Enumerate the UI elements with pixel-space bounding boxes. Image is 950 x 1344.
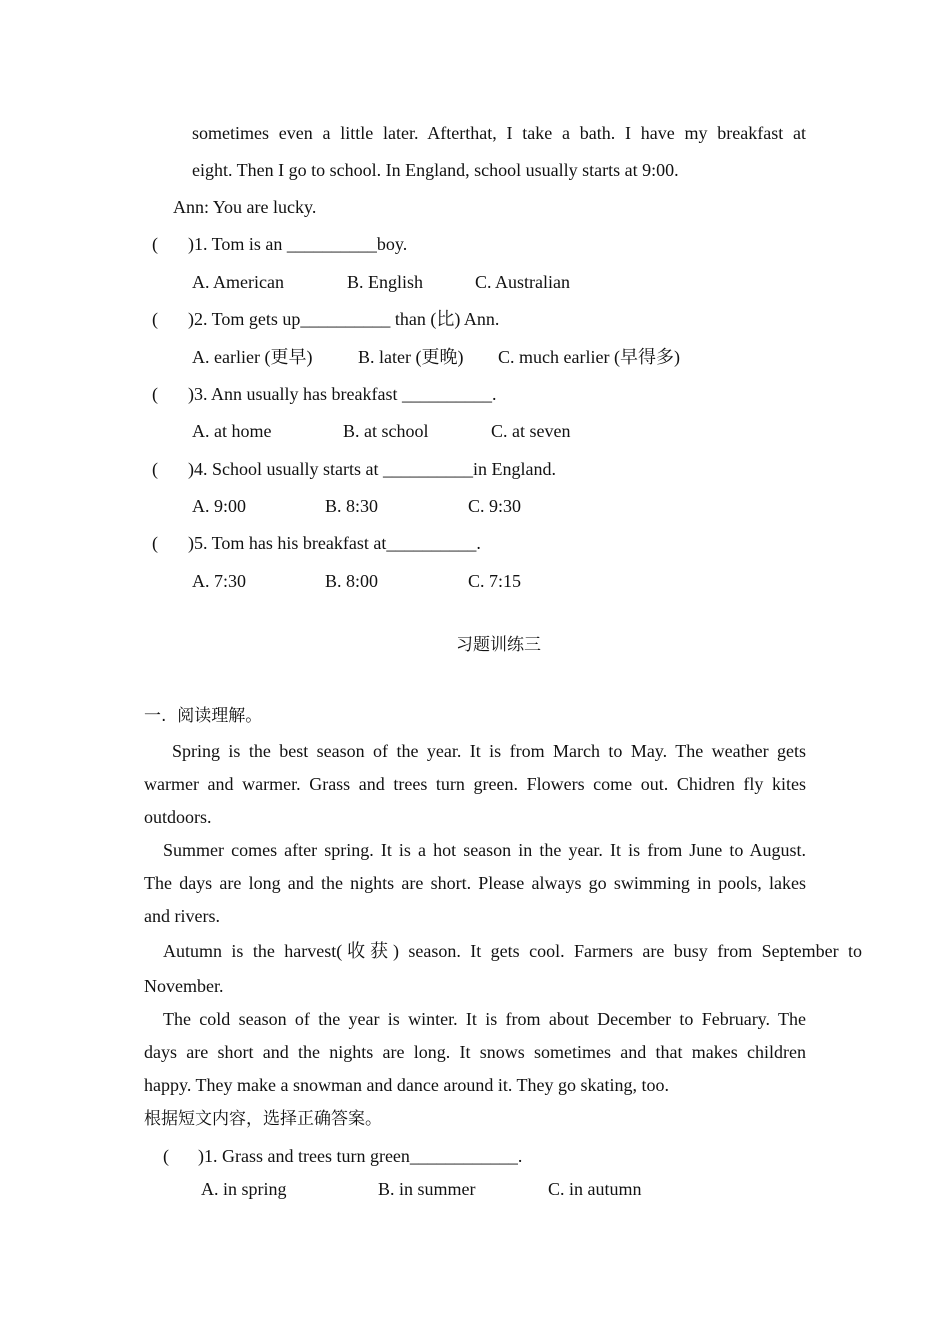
question-stem: )4. School usually starts at __________in England.	[188, 459, 556, 479]
question-stem: )5. Tom has his breakfast at__________.	[188, 533, 481, 553]
passage-line: happy. They make a snowman and dance around it. They go skating, too.	[144, 1075, 670, 1095]
option-b: B. at school	[343, 421, 429, 441]
passage-line: November.	[144, 976, 224, 996]
passage-line: Autumn is the harvest(收获) season. It gets cool. Farmers are busy from September to	[163, 941, 862, 961]
option-b: B. English	[347, 272, 424, 292]
question-stem: )1. Grass and trees turn green____________.	[198, 1146, 523, 1166]
answer-bracket: (	[152, 459, 158, 479]
answer-bracket: (	[163, 1146, 169, 1166]
passage-line: and rivers.	[144, 906, 220, 926]
option-a: A. 7:30	[192, 571, 246, 591]
option-b: B. in summer	[378, 1179, 476, 1199]
option-b: B. 8:30	[325, 496, 379, 516]
passage-line: Spring is the best season of the year. It is from March to May. The weather gets	[172, 741, 806, 761]
option-c: C. at seven	[491, 421, 571, 441]
answer-bracket: (	[152, 384, 158, 404]
option-b: B. later (更晚)	[358, 347, 464, 367]
passage-line: eight. Then I go to school. In England, school usually starts at 9:00.	[192, 160, 679, 180]
option-a: A. in spring	[201, 1179, 287, 1199]
question-stem: )1. Tom is an __________boy.	[188, 234, 408, 254]
option-a: A. 9:00	[192, 496, 246, 516]
instruction: 根据短文内容，选择正确答案。	[144, 1109, 382, 1129]
part-heading: 一. 阅读理解。	[144, 706, 263, 726]
answer-bracket: (	[152, 234, 158, 254]
passage-line: The cold season of the year is winter. It is from about December to February. The	[163, 1009, 806, 1029]
option-a: A. earlier (更早)	[192, 347, 313, 367]
section-title: 习题训练三	[456, 635, 541, 655]
passage-line: sometimes even a little later. Afterthat, I take a bath. I have my breakfast at	[192, 123, 806, 143]
passage-line: warmer and warmer. Grass and trees turn green. Flowers come out. Chidren fly kites	[144, 774, 806, 794]
option-c: C. much earlier (早得多)	[498, 347, 680, 367]
passage-line: The days are long and the nights are short. Please always go swimming in pools, lakes	[144, 873, 806, 893]
option-c: C. Australian	[475, 272, 570, 292]
option-a: A. at home	[192, 421, 272, 441]
option-a: A. American	[192, 272, 284, 292]
option-c: C. in autumn	[548, 1179, 642, 1199]
passage-line: Summer comes after spring. It is a hot season in the year. It is from June to August.	[163, 840, 806, 860]
answer-bracket: (	[152, 309, 158, 329]
passage-line: days are short and the nights are long. It snows sometimes and that makes children	[144, 1042, 806, 1062]
question-stem: )2. Tom gets up__________ than (比) Ann.	[188, 309, 500, 329]
question-stem: )3. Ann usually has breakfast __________.	[188, 384, 497, 404]
dialogue-line: Ann: You are lucky.	[173, 197, 317, 217]
option-b: B. 8:00	[325, 571, 379, 591]
option-c: C. 9:30	[468, 496, 522, 516]
passage-line: outdoors.	[144, 807, 212, 827]
option-c: C. 7:15	[468, 571, 522, 591]
answer-bracket: (	[152, 533, 158, 553]
